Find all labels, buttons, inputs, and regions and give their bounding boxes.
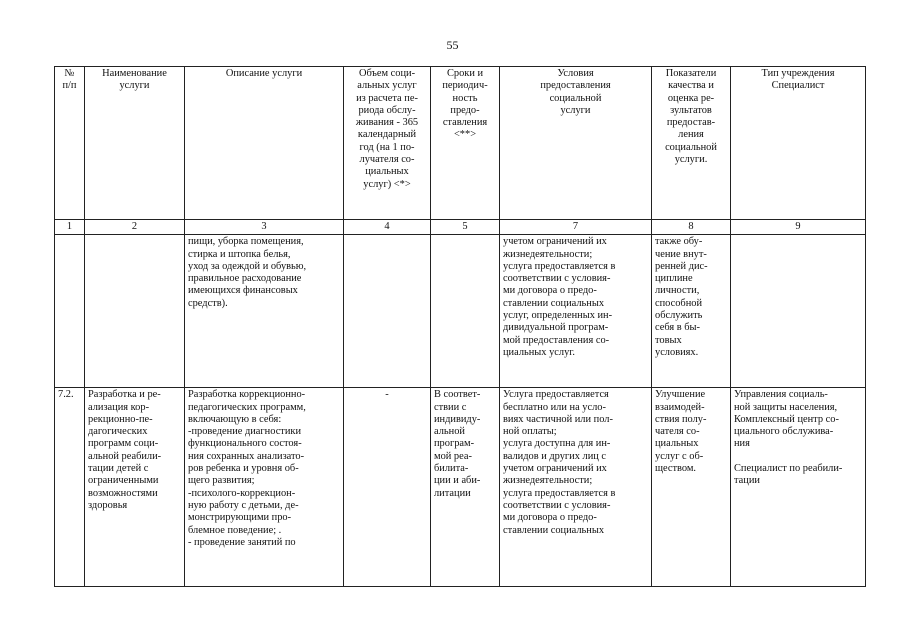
header-description — [185, 67, 344, 220]
row-number-cell — [55, 235, 85, 388]
text-line: Улучшение — [655, 389, 706, 401]
text-line: блемное поведение; . — [188, 524, 282, 536]
text-line: программ соци- — [88, 438, 159, 450]
header-conditions — [500, 67, 652, 220]
text-line: Описание услуги — [225, 68, 303, 79]
text-line: здоровья — [88, 499, 128, 511]
text-line: щего развития; — [188, 475, 255, 487]
text-line: социальной — [665, 141, 717, 153]
text-line: ции и аби- — [434, 475, 481, 487]
quality-cell — [652, 235, 731, 388]
text-line: ренней дис- — [655, 260, 708, 272]
text-line: средств). — [188, 297, 228, 309]
description-cell — [185, 235, 344, 388]
text-line: живания - 365 — [355, 117, 419, 129]
page-number: 55 — [446, 38, 459, 52]
text-line: оценка ре- — [667, 92, 715, 104]
text-line: Комплексный центр со- — [734, 413, 839, 425]
text-line: монстрирующими про- — [188, 512, 292, 524]
text-line: литации — [434, 487, 471, 499]
text-line: чателя со- — [655, 426, 700, 438]
text-line: услуга предоставляется в — [503, 487, 616, 499]
text-line: функционального состоя- — [188, 438, 302, 450]
text-line: ной защиты населения, — [734, 401, 838, 413]
text-line: жизнедеятельности; — [503, 475, 593, 487]
text-line: способной — [655, 297, 703, 309]
text-line: услуг) <*> — [363, 178, 411, 190]
text-line: взаимодей- — [655, 401, 705, 413]
text-line: лучателя со- — [359, 154, 415, 166]
text-line: альной реабили- — [88, 450, 162, 462]
column-number: 5 — [431, 220, 500, 235]
text-line: из расчета пе- — [356, 92, 418, 104]
column-number-row — [55, 220, 866, 235]
header-quality — [652, 67, 731, 220]
text-line: 7.2. — [58, 389, 74, 401]
service-name-cell — [85, 388, 185, 587]
header-volume — [344, 67, 431, 220]
text-line: Разработка коррекционно- — [188, 389, 306, 401]
text-line: периодич- — [442, 80, 488, 92]
text-line: жизнедеятельности; — [503, 248, 593, 260]
text-line: билита- — [434, 463, 469, 475]
text-line: Наименование — [102, 68, 167, 79]
text-line: Управления социаль- — [734, 389, 828, 401]
text-line: услуга предоставляется в — [503, 260, 616, 272]
terms-cell — [431, 235, 500, 388]
text-line: ставлении социальных — [503, 524, 605, 536]
column-number: 4 — [344, 220, 431, 235]
text-line: педагогических программ, — [188, 401, 306, 413]
column-number: 9 — [731, 220, 866, 235]
text-line: Специалист — [771, 80, 825, 92]
text-line: зультатов — [670, 104, 712, 116]
conditions-cell — [500, 388, 652, 587]
text-line: включающую в себя: — [188, 413, 282, 425]
text-line: услуга доступна для ин- — [503, 438, 611, 450]
text-line: календарный — [357, 129, 417, 141]
text-line: ной оплаты; — [503, 426, 557, 438]
text-line: услуги. — [674, 154, 708, 166]
row-number-cell — [55, 388, 85, 587]
text-line: соответствии с условия- — [503, 273, 611, 285]
text-line: учетом ограничений их — [503, 236, 607, 248]
institution-cell — [731, 235, 866, 388]
text-line: тации детей с — [88, 463, 149, 475]
text-line: соответствии с условия- — [503, 499, 611, 511]
text-line: Сроки и — [446, 68, 484, 79]
text-line: ми договора о предо- — [503, 512, 597, 524]
service-name-cell — [85, 235, 185, 388]
table-row — [55, 235, 866, 388]
text-line: услуги — [560, 104, 591, 116]
text-line: имеющихся финансовых — [188, 285, 298, 297]
text-line: услуги — [119, 80, 150, 92]
text-line: циальных — [655, 438, 699, 450]
text-line: програм- — [434, 438, 475, 450]
text-line: обслужить — [655, 310, 703, 322]
text-line: Специалист по реабили- — [734, 463, 843, 475]
text-line: услуг, определенных ин- — [503, 310, 613, 322]
text-line: Условия — [557, 68, 594, 79]
text-line: п/п — [62, 80, 77, 92]
text-line: дивидуальной програм- — [503, 322, 609, 334]
header-terms — [431, 67, 500, 220]
text-line: В соответ- — [434, 389, 481, 401]
text-line: дагогических — [88, 426, 148, 438]
text-line: альных услуг — [357, 80, 417, 92]
text-line: уход за одеждой и обувью, — [188, 260, 307, 272]
text-line: товых — [655, 334, 682, 346]
text-line: - — [385, 389, 389, 401]
quality-cell — [652, 388, 731, 587]
text-line: предо- — [450, 104, 480, 116]
text-line: качества и — [668, 80, 714, 92]
conditions-cell — [500, 235, 652, 388]
text-line: ми договора о предо- — [503, 285, 597, 297]
text-line: индивиду- — [434, 413, 481, 425]
text-line: услуг с об- — [655, 450, 704, 462]
text-line: мой реа- — [434, 450, 472, 462]
text-line: ществом. — [655, 463, 697, 475]
text-line: ствии с — [434, 401, 467, 413]
text-line: условиях. — [655, 346, 699, 358]
text-line: предоставления — [540, 80, 611, 92]
text-line: ров ребенка и уровня об- — [188, 463, 299, 475]
column-number: 3 — [185, 220, 344, 235]
text-line: альной — [434, 426, 465, 438]
text-line: бесплатно или на усло- — [503, 401, 606, 413]
text-line: Тип учреждения — [761, 68, 835, 79]
text-line: -психолого-коррекцион- — [188, 487, 296, 499]
column-number: 8 — [652, 220, 731, 235]
text-line: - проведение занятий по — [188, 536, 296, 548]
text-line: ставления — [442, 117, 488, 129]
text-line: стирка и штопка белья, — [188, 248, 291, 260]
header-institution — [731, 67, 866, 220]
text-line: ствия полу- — [655, 413, 707, 425]
header-row — [55, 67, 866, 220]
text-line: Услуга предоставляется — [503, 389, 609, 401]
text-line: ализация кор- — [88, 401, 150, 413]
services-table — [54, 66, 866, 587]
text-line: валидов и других лиц с — [503, 450, 607, 462]
text-line: рекционно-пе- — [88, 413, 153, 425]
text-line — [734, 451, 862, 463]
text-line: Объем соци- — [358, 68, 416, 79]
volume-cell — [344, 388, 431, 587]
text-line: ность — [452, 92, 478, 104]
header-service-name — [85, 67, 185, 220]
text-line: ставлении социальных — [503, 297, 605, 309]
text-line: виях частичной или пол- — [503, 413, 613, 425]
text-line: ния сохранных анализато- — [188, 450, 305, 462]
text-line: также обу- — [655, 236, 703, 248]
text-line: циальных услуг. — [503, 346, 575, 358]
text-line: Показатели — [665, 68, 717, 79]
terms-cell — [431, 388, 500, 587]
text-line: циплине — [655, 273, 693, 285]
text-line: личности, — [655, 285, 700, 297]
text-line: циальных — [365, 166, 409, 178]
text-line: тации — [734, 475, 760, 487]
column-number: 7 — [500, 220, 652, 235]
text-line: правильное расходование — [188, 273, 302, 285]
text-line: чение внут- — [655, 248, 707, 260]
text-line: год (на 1 по- — [359, 141, 415, 153]
text-line: Разработка и ре- — [88, 389, 161, 401]
text-line: циального обслужива- — [734, 426, 834, 438]
description-cell — [185, 388, 344, 587]
institution-cell — [731, 388, 866, 587]
text-line: пищи, уборка помещения, — [188, 236, 304, 248]
text-line: <**> — [453, 129, 477, 141]
text-line: ограниченными — [88, 475, 159, 487]
text-line: -проведение диагностики — [188, 426, 302, 438]
text-line: ную работу с детьми, де- — [188, 499, 299, 511]
text-line: ния — [734, 438, 750, 450]
text-line: предостав- — [666, 117, 716, 129]
text-line: себя в бы- — [655, 322, 700, 334]
header-number — [55, 67, 85, 220]
text-line: риода обслу- — [358, 104, 416, 116]
text-line: мой предоставления со- — [503, 334, 610, 346]
text-line: возможностями — [88, 487, 158, 499]
text-line: социальной — [549, 92, 602, 104]
volume-cell — [344, 235, 431, 388]
column-number: 1 — [55, 220, 85, 235]
text-line: № — [64, 68, 75, 79]
text-line: учетом ограничений их — [503, 463, 607, 475]
column-number: 2 — [85, 220, 185, 235]
text-line: ления — [678, 129, 704, 141]
table-row — [55, 388, 866, 587]
